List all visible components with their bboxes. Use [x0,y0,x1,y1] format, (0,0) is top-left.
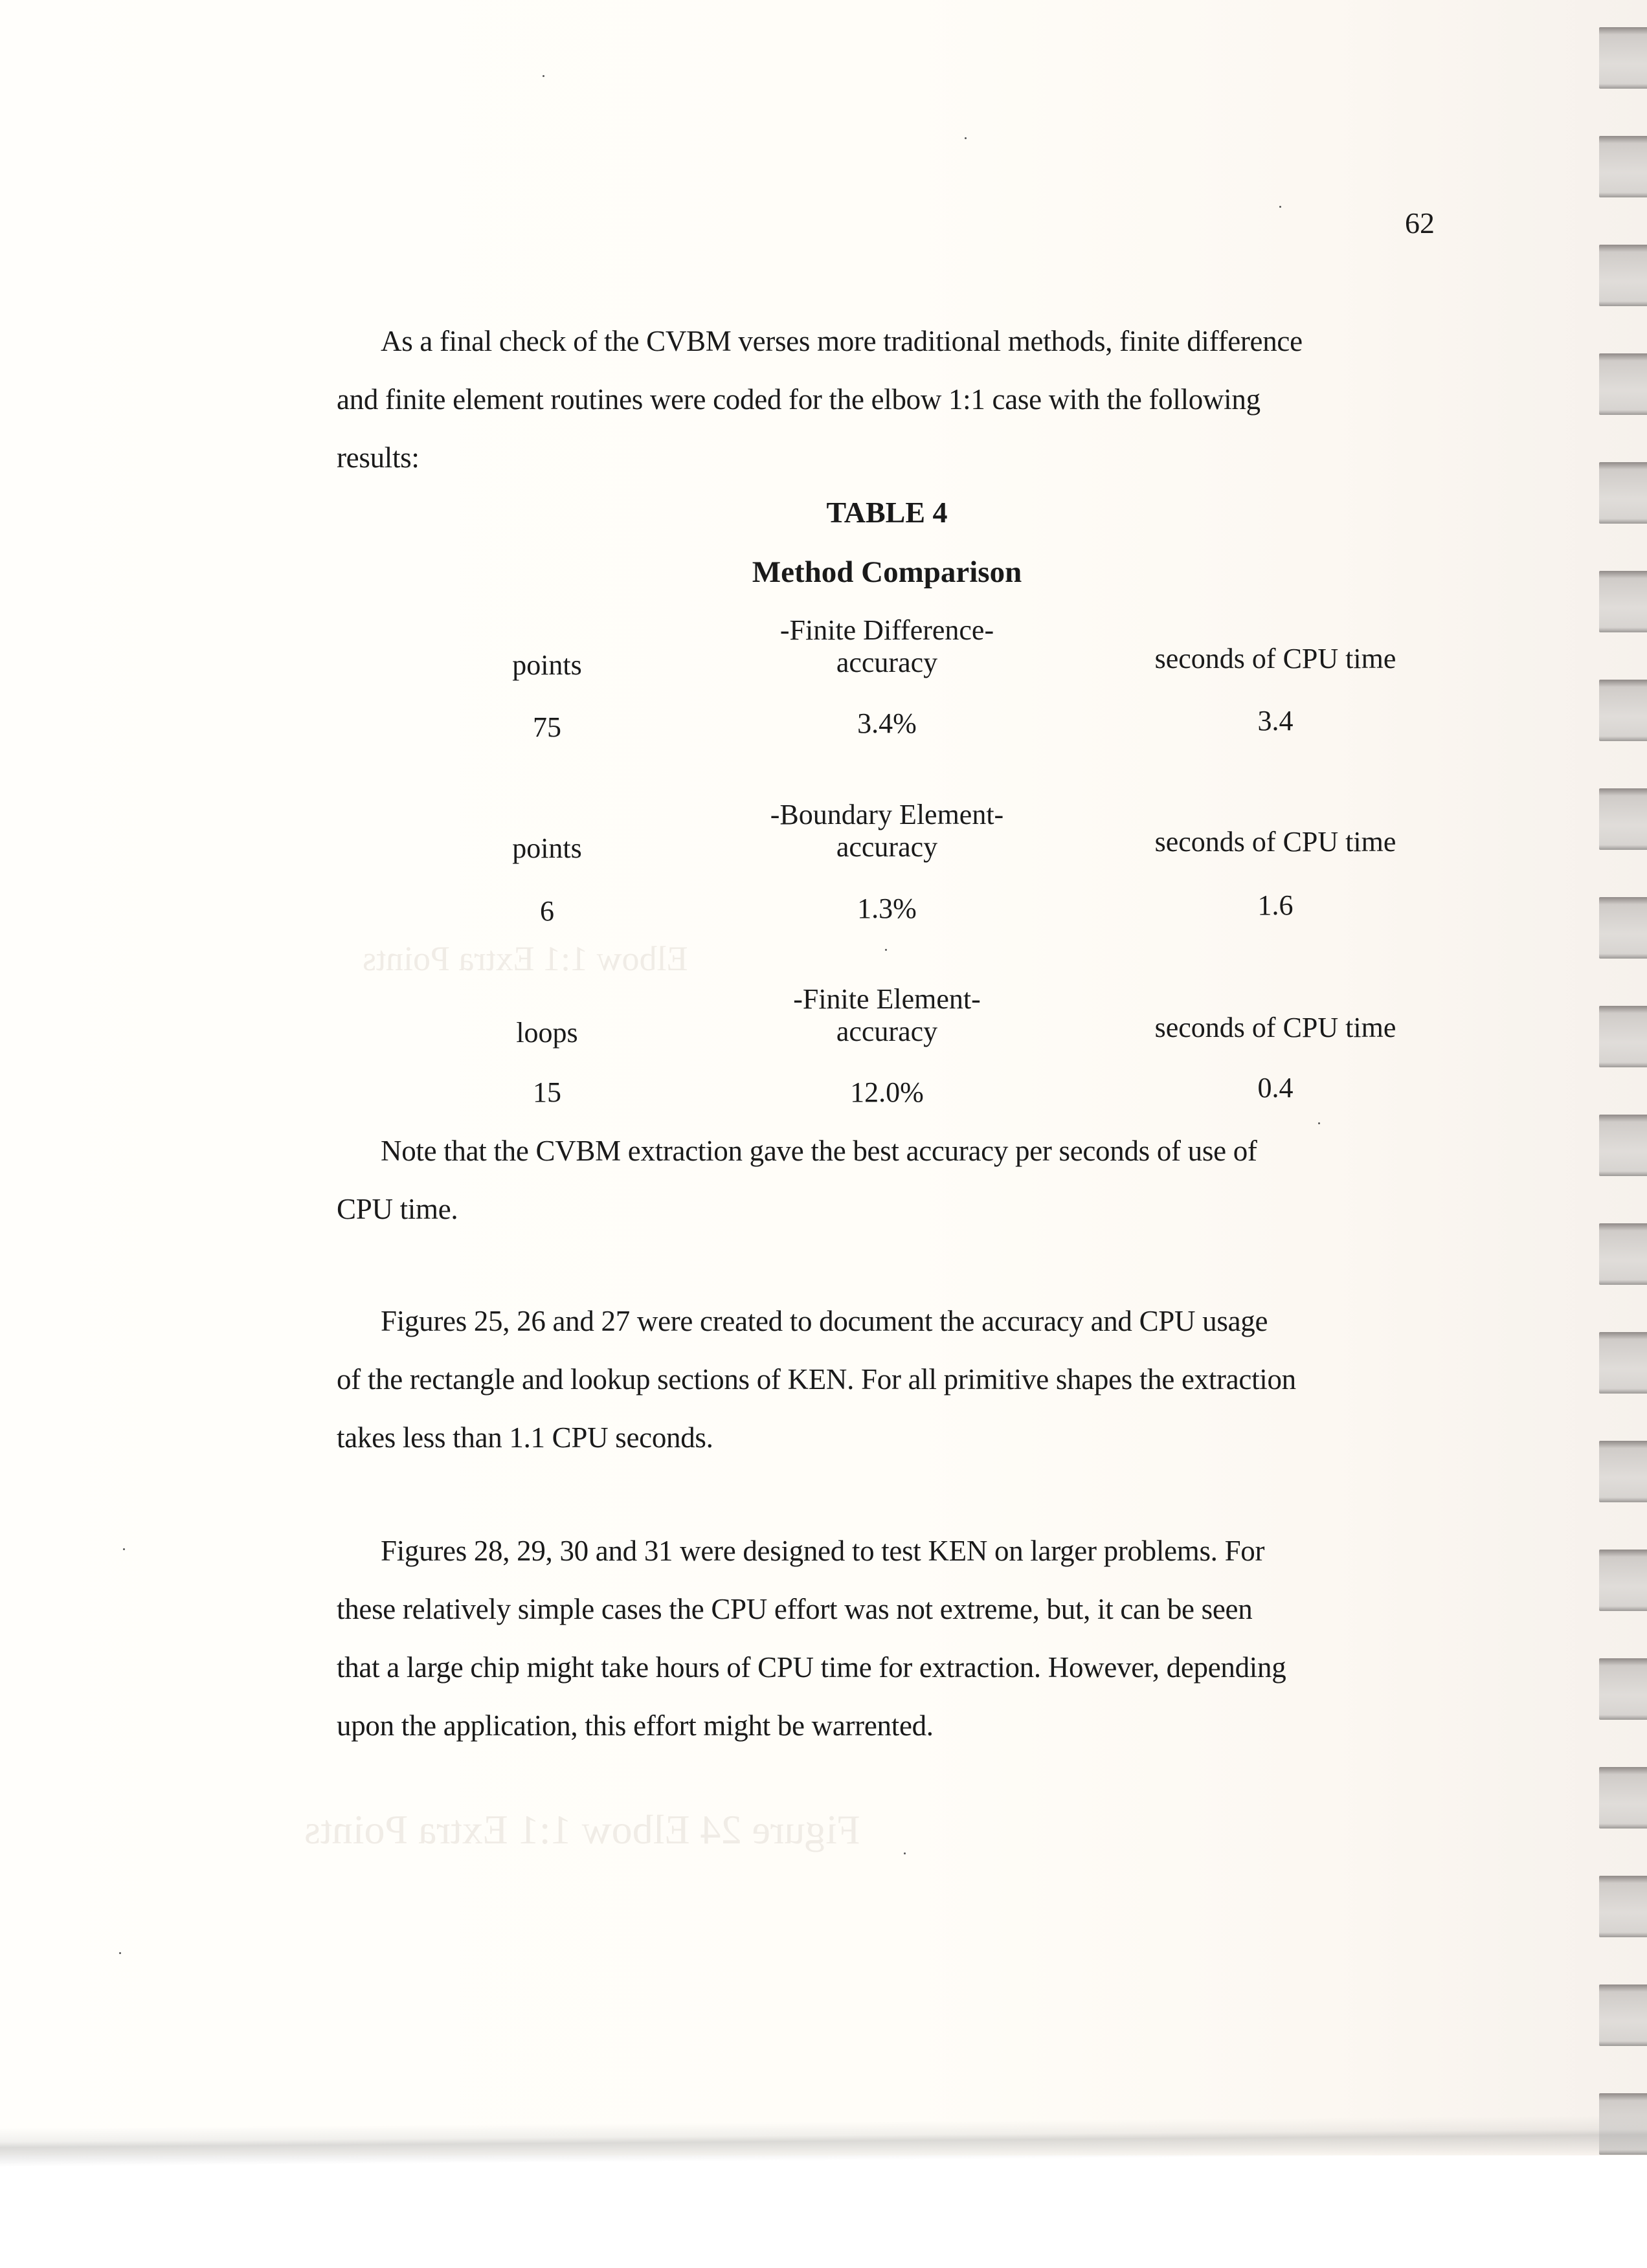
count-header: loops [516,1017,578,1049]
binding-ring [1599,1006,1647,1067]
show-through-text: Elbow 1:1 Extra Points [363,939,688,978]
count-header: points [512,832,582,864]
accuracy-header: accuracy [836,1016,938,1047]
text-line: of the rectangle and lookup sections of KEN. For all primitive shapes the extraction [337,1363,1296,1395]
binding-ring [1599,788,1647,850]
binding-ring [1599,1332,1647,1394]
cpu-time-header: seconds of CPU time [1154,1012,1396,1043]
text-line: Note that the CVBM extraction gave the best accuracy per seconds of use of [381,1135,1257,1167]
binding-ring [1599,1441,1647,1502]
binding-ring [1599,1767,1647,1829]
show-through-text: Figure 24 Elbow 1:1 Extra Points [304,1807,860,1852]
scan-speck [1279,206,1281,208]
binding-ring [1599,353,1647,415]
text-line: upon the application, this effort might be warrented. [337,1709,934,1742]
method-label: -Boundary Element- [770,799,1004,830]
table-subtitle: Method Comparison [752,555,1022,589]
accuracy-value: 1.3% [857,893,917,924]
scan-speck [885,949,887,951]
binding-ring [1599,1550,1647,1611]
count-value: 6 [540,895,554,927]
count-header: points [512,649,582,681]
accuracy-value: 12.0% [850,1076,924,1108]
figures-28-31-paragraph [337,1522,1450,1755]
accuracy-header: accuracy [836,831,938,863]
text-line: that a large chip might take hours of CPU time for extraction. However, depending [337,1651,1286,1684]
page-number: 62 [1405,206,1435,239]
scan-speck [543,75,544,77]
method-label: -Finite Difference- [779,614,994,646]
text-line: these relatively simple cases the CPU effort was not extreme, but, it can be seen [337,1593,1253,1625]
text-line: Figures 28, 29, 30 and 31 were designed to test KEN on larger problems. For [381,1535,1265,1567]
text-line: results: [337,441,420,474]
cpu-time-value: 1.6 [1257,889,1294,921]
binding-ring [1599,1223,1647,1285]
intro-paragraph [337,312,1450,487]
count-value: 75 [533,711,561,743]
table-title: TABLE 4 [826,496,948,529]
binding-ring [1599,1115,1647,1176]
accuracy-header: accuracy [836,647,938,678]
cpu-time-value: 3.4 [1257,705,1294,737]
binding-ring [1599,1876,1647,1937]
scan-speck [1318,1122,1320,1124]
method-label: -Finite Element- [793,983,981,1015]
binding-ring [1599,27,1647,89]
text-line: As a final check of the CVBM verses more traditional methods, finite difference [381,325,1303,357]
binding-ring [1599,571,1647,632]
text-line: CPU time. [337,1193,458,1225]
binding-ring [1599,1984,1647,2046]
binding-ring [1599,462,1647,524]
scan-speck [123,1548,125,1550]
scan-speck [119,1952,121,1954]
accuracy-value: 3.4% [857,707,917,739]
note-paragraph [337,1122,1450,1238]
cpu-time-header: seconds of CPU time [1154,643,1396,674]
scan-speck [904,1852,906,1854]
text-line: Figures 25, 26 and 27 were created to document the accuracy and CPU usage [381,1305,1268,1337]
binding-ring [1599,245,1647,306]
text-line: and finite element routines were coded for the elbow 1:1 case with the following [337,383,1260,416]
binding-ring [1599,1658,1647,1720]
binding-ring [1599,897,1647,959]
scan-speck [965,137,967,139]
count-value: 15 [533,1076,561,1108]
text-line: takes less than 1.1 CPU seconds. [337,1421,713,1454]
binding-ring [1599,680,1647,741]
figures-25-27-paragraph [337,1292,1450,1467]
cpu-time-value: 0.4 [1257,1072,1294,1104]
cpu-time-header: seconds of CPU time [1154,826,1396,858]
binding-ring [1599,136,1647,197]
